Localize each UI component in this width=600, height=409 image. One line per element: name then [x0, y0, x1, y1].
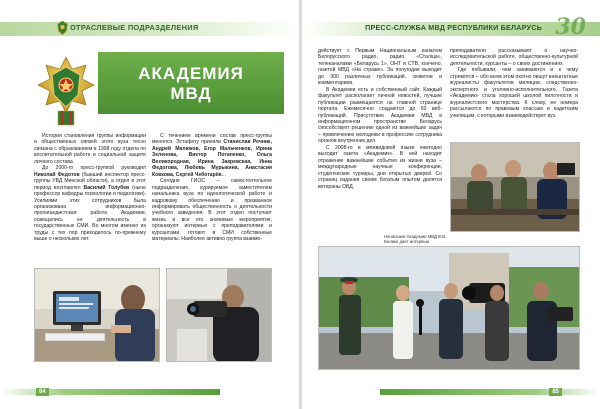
paragraph: С 2008-го в межвидовой языке ежегодно выходит газета «Академик». В ней находит отражение важнейшие события из жизни вуза – международные научные конференции, студенческие турниры, дни открытых дверей. Со страниц издания своим богатым опытом делятся ветераны ОВД, [318, 144, 442, 190]
paragraph: Сегодня ГИОС – самостоятельное подразделение, курируемое заместителем начальника вуза по идеологической работе и кадровому обеспечению и призванное информировать общественность о деятельности учебного заведения. В этот отдел поступает жизнь и все его значимые мероприятия, организуют интервью с преподавателями и курсантами, готовят в СМИ собственные материалы. Наиболее активно группа взаимо- [152, 178, 272, 243]
photo-computer-workstation-image [35, 269, 160, 362]
paragraph: действует с Первым Национальным каналом Белорусского радио, радио «Сталіца», телеканалами «Беларусь 1», ОНТ и СТВ, кончено, газетой МВД «На страже». За полугодие выходит до 300 различных публикаций, сюжетов и комментариев. [318, 48, 442, 87]
photo-cadets-with-press [450, 142, 580, 232]
academy-crest-icon [36, 55, 96, 127]
left-section-title: ОТРАСЛЕВЫЕ ПОДРАЗДЕЛЕНИЯ [70, 23, 199, 32]
photo-outdoor-interview [318, 246, 580, 370]
title-line-academy: АКАДЕМИЯ [138, 64, 244, 83]
person-name: Василий Голубев [83, 184, 130, 191]
right-section-title: ПРЕСС-СЛУЖБА МВД РЕСПУБЛИКИ БЕЛАРУСЬ [365, 23, 542, 32]
left-footer-bar [0, 389, 220, 395]
right-column-1 [318, 48, 442, 190]
photo-cadets-image [451, 143, 580, 232]
mini-crest-icon [57, 21, 68, 35]
paragraph: До 2000-го пресс-группой руководил Николай Федотов (бывший инспектор пресс-группы УВД Минской области), а отдел в этот период возглавлял Василий Голубев (ныне профессор кафедры психологии и педагогики). Усилиями этих сотрудников была организована информационно-пропагандистская работа Академии, освещались ее деятельность в государственных СМИ. Во многом именно их труды с тех пор приходилось по-прежнему выше о нескольких лет. [34, 165, 146, 243]
paragraph: Где побывали, чем занимаются и к чему стремятся – обо всем этом охотно пишут внештатные журналисты факультетов милиции, следственно-экспертного и уголовно-исполнительного. Газета «Академик» стала хорошей школой пилотности и журналистского мастерства. К слову, ее номера рассылаются по правовым классам и кадетским училищам, с которыми взаимодействует вуз. [450, 67, 578, 119]
photo-cameraman-image [167, 269, 272, 362]
photo-interview-image [319, 247, 580, 370]
left-column-1 [34, 133, 146, 243]
photo-computer-workstation [34, 268, 160, 362]
title-banner [98, 52, 284, 114]
right-page [300, 0, 600, 409]
left-page-number: 84 [36, 388, 49, 396]
spine-gutter [298, 0, 303, 409]
paragraph: В Академии есть и собственный сайт. Каждый факультет располагает личной новостей, лучшие публикации размещаются на главной странице портала. Ежемесячно создаются до 50 веб-публикаций. Присутствие Академии МВД в информационном пространстве Беларусь способствует решению одной из важнейших задач – привлечению молодежи в профессию сотрудника органов внутренних дел. [318, 86, 442, 145]
person-name: Николай Федотов [34, 171, 80, 178]
right-footer-bar [380, 389, 600, 395]
right-column-2 [450, 48, 578, 119]
paragraph: преподаватели рассказывают о научно-исследовательской работе, общественно-культурной деятельности, курсанты – о своих достижениях. [450, 48, 578, 67]
right-page-number: 85 [549, 388, 562, 396]
paragraph: С течением времени состав пресс-группы менялся. Эстафету приняли Станислав Речник, Андрей Малюков, Егор Мальченков, Ирина Зеленова, Виктор Потапенко, Ольга Великородная, Ирина Закревская, Инна Федотова, Любовь Мурыкина, Анастасия Ковкова, Сергей Чеботарёв... [152, 133, 272, 178]
left-section-header [0, 22, 300, 36]
photo-caption: Начальник Академии МВД В.В. Белико дает интервью [384, 234, 447, 245]
magazine-issue-number: 30 [555, 14, 586, 40]
left-column-2 [152, 133, 272, 243]
person-names: Станислав Речник, Андрей Малюков, Егор Мальченков, Ирина Зеленова, Виктор Потапенко, Ольга Великородная, Ирина Закревская, Инна Федотова, Любовь Мурыкина, Анастасия Ковкова, Сергей Чеботарёв [152, 139, 272, 178]
photo-cameraman [166, 268, 272, 362]
paragraph: История становления группы информации и общественных связей этого вуза тесно связана с образованием в 1998 году отдела по воспитательной работе и социальной защите личного состава. [34, 133, 146, 165]
title-line-mvd: МВД [170, 84, 212, 103]
